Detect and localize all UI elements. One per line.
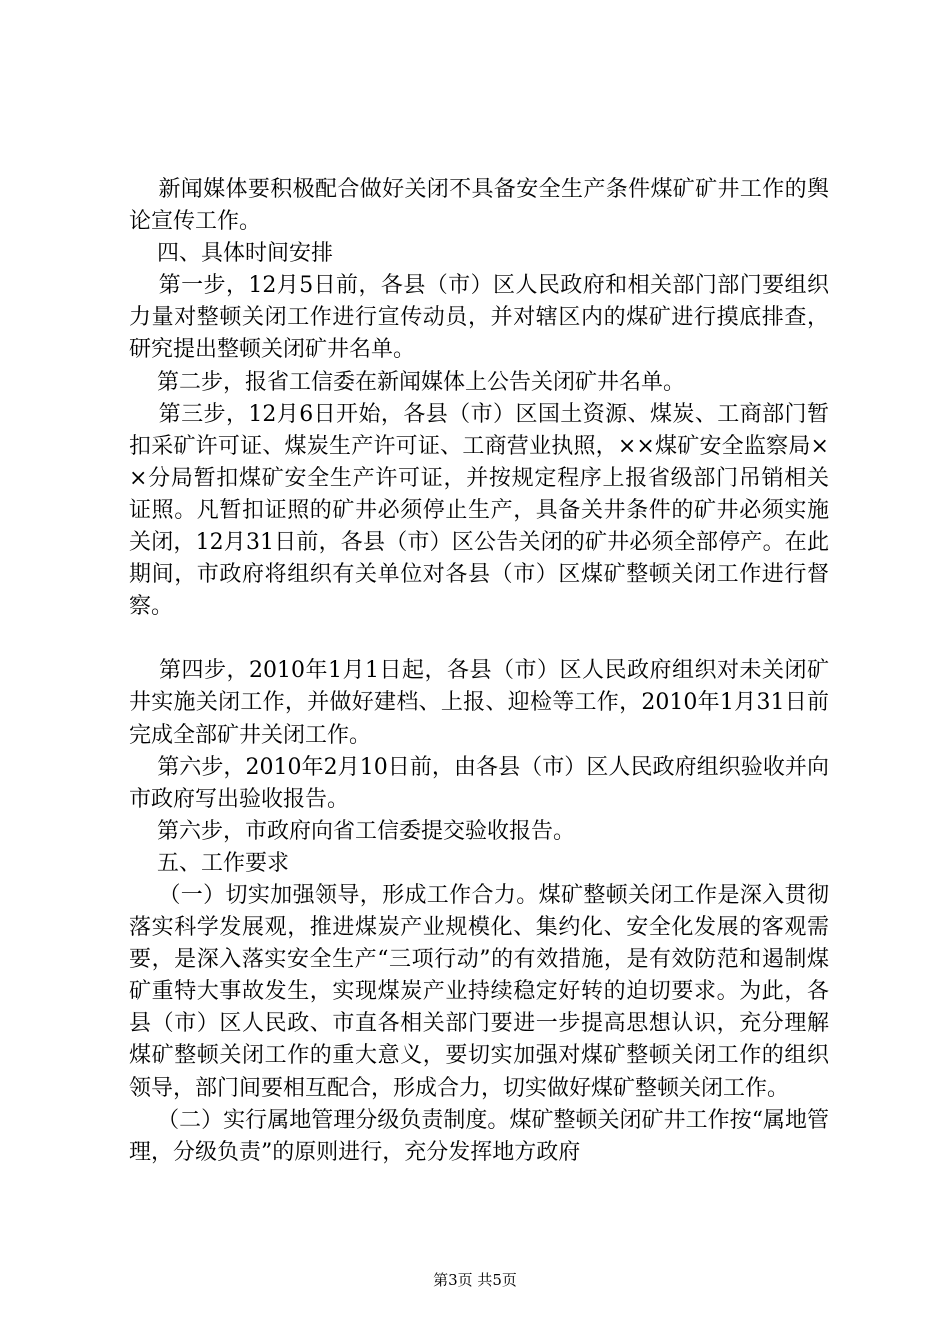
paragraph-step-4: 第四步，2010年1月1日起，各县（市）区人民政府组织对未关闭矿井实施关闭工作，并做好建档、上报、迎检等工作，2010年1月31日前完成全部矿井关闭工作。 xyxy=(129,658,829,748)
paragraph-requirement-1: （一）切实加强领导，形成工作合力。煤矿整顿关闭工作是深入贯彻落实科学发展观，推进煤炭产业规模化、集约化、安全化发展的客观需要，是深入落实安全生产“三项行动”的有效措施，是有效防范和遏制煤矿重特大事故发生，实现煤炭产业持续稳定好转的迫切要求。为此，各县（市）区人民政、市直各相关部门要进一步提高思想认识，充分理解煤矿整顿关闭工作的重大意义，要切实加强对煤矿整顿关闭工作的组织领导，部门间要相互配合，形成合力，切实做好煤矿整顿关闭工作。 xyxy=(129,882,829,1101)
heading-requirements: 五、工作要求 xyxy=(129,850,289,876)
page-footer: 第3页 共5页 xyxy=(433,1271,517,1289)
paragraph-step-6b: 第六步，市政府向省工信委提交验收报告。 xyxy=(129,818,575,844)
paragraph-step-6a: 第六步，2010年2月10日前，由各县（市）区人民政府组织验收并向市政府写出验收报告。 xyxy=(129,754,829,812)
paragraph-step-3: 第三步，12月6日开始，各县（市）区国土资源、煤炭、工商部门暂扣采矿许可证、煤炭生产许可证、工商营业执照，××煤矿安全监察局××分局暂扣煤矿安全生产许可证，并按规定程序上报省级部门吊销相关证照。凡暂扣证照的矿井必须停止生产，具备关井条件的矿井必须实施关闭，12月31日前，各县（市）区公告关闭的矿井必须全部停产。在此期间，市政府将组织有关单位对各县（市）区煤矿整顿关闭工作进行督察。 xyxy=(129,401,829,620)
document-body xyxy=(129,174,829,1169)
paragraph-spacer xyxy=(129,623,829,655)
paragraph-step-2: 第二步，报省工信委在新闻媒体上公告关闭矿井名单。 xyxy=(129,369,685,395)
paragraph-requirement-2: （二）实行属地管理分级负责制度。煤矿整顿关闭矿井工作按“属地管理，分级负责”的原则进行，充分发挥地方政府 xyxy=(129,1107,830,1165)
heading-schedule: 四、具体时间安排 xyxy=(129,241,333,267)
paragraph-step-1: 第一步，12月5日前，各县（市）区人民政府和相关部门部门要组织力量对整顿关闭工作进行宣传动员，并对辖区内的煤矿进行摸底排查，研究提出整顿关闭矿井名单。 xyxy=(129,273,829,363)
paragraph-media-publicity: 新闻媒体要积极配合做好关闭不具备安全生产条件煤矿矿井工作的舆论宣传工作。 xyxy=(129,177,829,235)
